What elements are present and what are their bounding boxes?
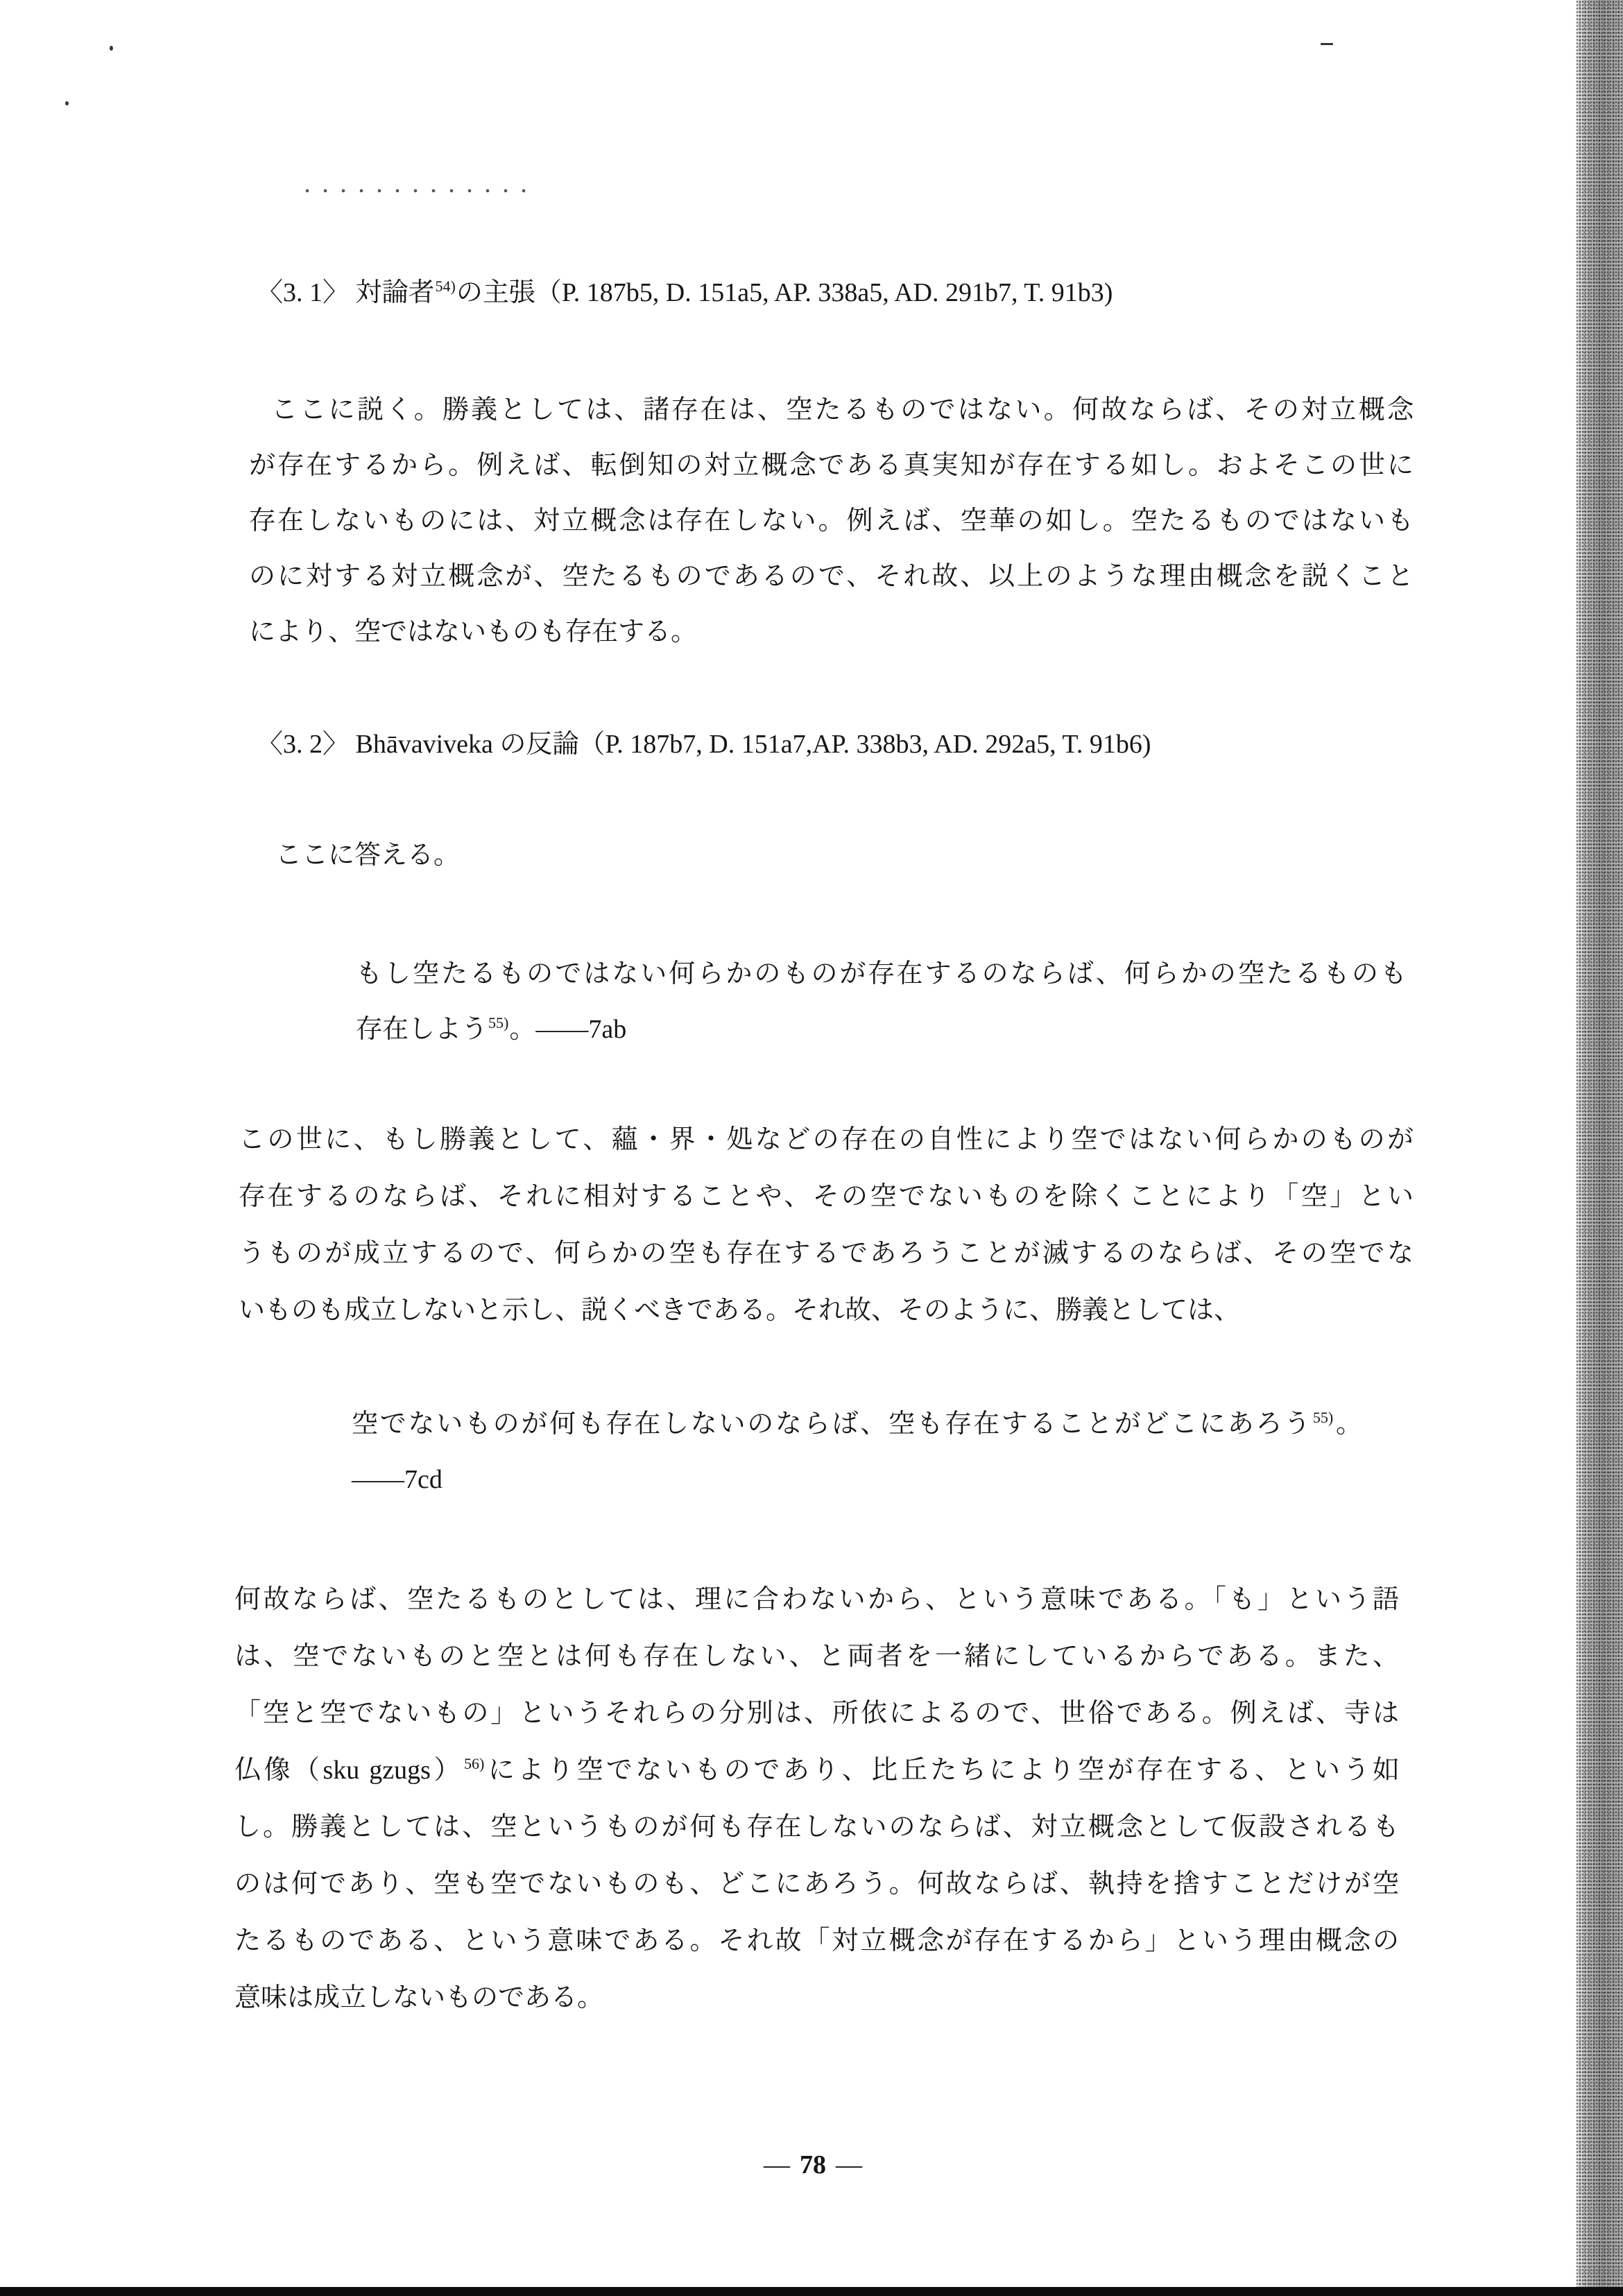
paragraph-answer-intro: ここに答える。 <box>275 841 461 870</box>
footnote-ref: 54) <box>435 277 456 295</box>
heading-label: 〈3. 1〉 対論者 <box>257 278 435 307</box>
text-line: 存在するのならば、それに相対することや、その空でないものを除くことにより「空」とい <box>239 1182 1414 1211</box>
text-segment: により空でないものであり、比丘たちにより空が存在する、という如 <box>485 1756 1399 1785</box>
text-line: は、空でないものと空とは何も存在しない、と両者を一緒にしているからである。また、 <box>234 1642 1399 1671</box>
scan-speck <box>1321 43 1333 45</box>
footnote-ref: 56) <box>463 1755 485 1772</box>
text-line: うものが成立するので、何らかの空も存在するであろうことが滅するのならば、その空でな <box>239 1239 1414 1268</box>
text-line: いものも成立しないと示し、説くべきである。それ故、そのように、勝義としては、 <box>239 1296 1241 1325</box>
page-number-value: 78 <box>800 2150 826 2179</box>
text-segment: 仏像（sku gzugs） <box>234 1756 463 1785</box>
text-line: 何故ならば、空たるものとしては、理に合わないから、という意味である。「も」という語 <box>234 1585 1399 1614</box>
scan-right-edge <box>1576 0 1623 2296</box>
verse-text-end: 。 <box>1334 1410 1362 1439</box>
text-line: し。勝義としては、空というものが何も存在しないのならば、対立概念として仮設されるも <box>234 1813 1399 1842</box>
text-line: この世に、もし勝義として、蘊・界・処などの存在の自性により空ではない何らかのものが <box>239 1125 1414 1154</box>
paragraph-opponent-claim <box>249 382 1414 660</box>
text-line <box>234 1742 1399 1799</box>
footnote-ref: 55) <box>1312 1409 1334 1426</box>
scan-bottom-edge <box>0 2287 1623 2296</box>
heading-citation: の主張（P. 187b5, D. 151a5, AP. 338a5, AD. 291b7, T. 91b3) <box>456 278 1113 307</box>
text-line: ここに説く。勝義としては、諸存在は、空たるものではない。何故ならば、その対立概念 <box>271 395 1414 425</box>
text-line: のに対する対立概念が、空たるものであるので、それ故、以上のような理由概念を説くこと <box>249 562 1414 591</box>
verse-quote-7ab <box>356 946 1407 1057</box>
verse-line <box>356 1002 1407 1057</box>
verse-reference: ——7cd <box>352 1465 443 1494</box>
text-line: 存在しないものには、対立概念は存在しない。例えば、空華の如し。空たるものではないも <box>249 506 1414 536</box>
verse-text: 存在しよう <box>356 1015 488 1044</box>
page-number-dash: — <box>836 2150 862 2179</box>
paragraph-commentary-7ab <box>239 1111 1414 1339</box>
text-line: たるものである、という意味である。それ故「対立概念が存在するから」という理由概念の <box>234 1926 1399 1955</box>
text-line: 「空と空でないもの」というそれらの分別は、所依によるので、世俗である。例えば、寺は <box>234 1699 1399 1728</box>
page-number <box>709 2137 917 2193</box>
text-line: 意味は成立しないものである。 <box>234 1983 604 2012</box>
section-heading-3-1 <box>257 265 1113 320</box>
verse-text: 空でないものが何も存在しないのならば、空も存在することがどこにあろう <box>352 1410 1312 1439</box>
verse-line: もし空たるものではない何らかのものが存在するのならば、何らかの空たるものも <box>356 959 1407 988</box>
text-line: が存在するから。例えば、転倒知の対立概念である真実知が存在する如し。およそこの世に <box>249 451 1414 480</box>
footnote-ref: 55) <box>488 1014 509 1031</box>
scan-speck <box>110 46 113 51</box>
scan-noise-dots <box>298 189 527 193</box>
verse-reference: 。——7ab <box>509 1015 627 1044</box>
section-heading-3-2: 〈3. 2〉 Bhāvaviveka の反論（P. 187b7, D. 151a7,AP. 338b3, AD. 292a5, T. 91b6) <box>257 730 1151 759</box>
verse-quote-7cd <box>352 1396 1362 1507</box>
scan-speck <box>65 101 69 105</box>
page-number-dash: — <box>764 2150 790 2179</box>
paragraph-commentary-7cd <box>234 1571 1399 2026</box>
text-line: のは何であり、空も空でないものも、どこにあろう。何故ならば、執持を捨すことだけが空 <box>234 1869 1399 1899</box>
text-line: により、空ではないものも存在する。 <box>249 617 698 646</box>
verse-line <box>352 1396 1362 1452</box>
